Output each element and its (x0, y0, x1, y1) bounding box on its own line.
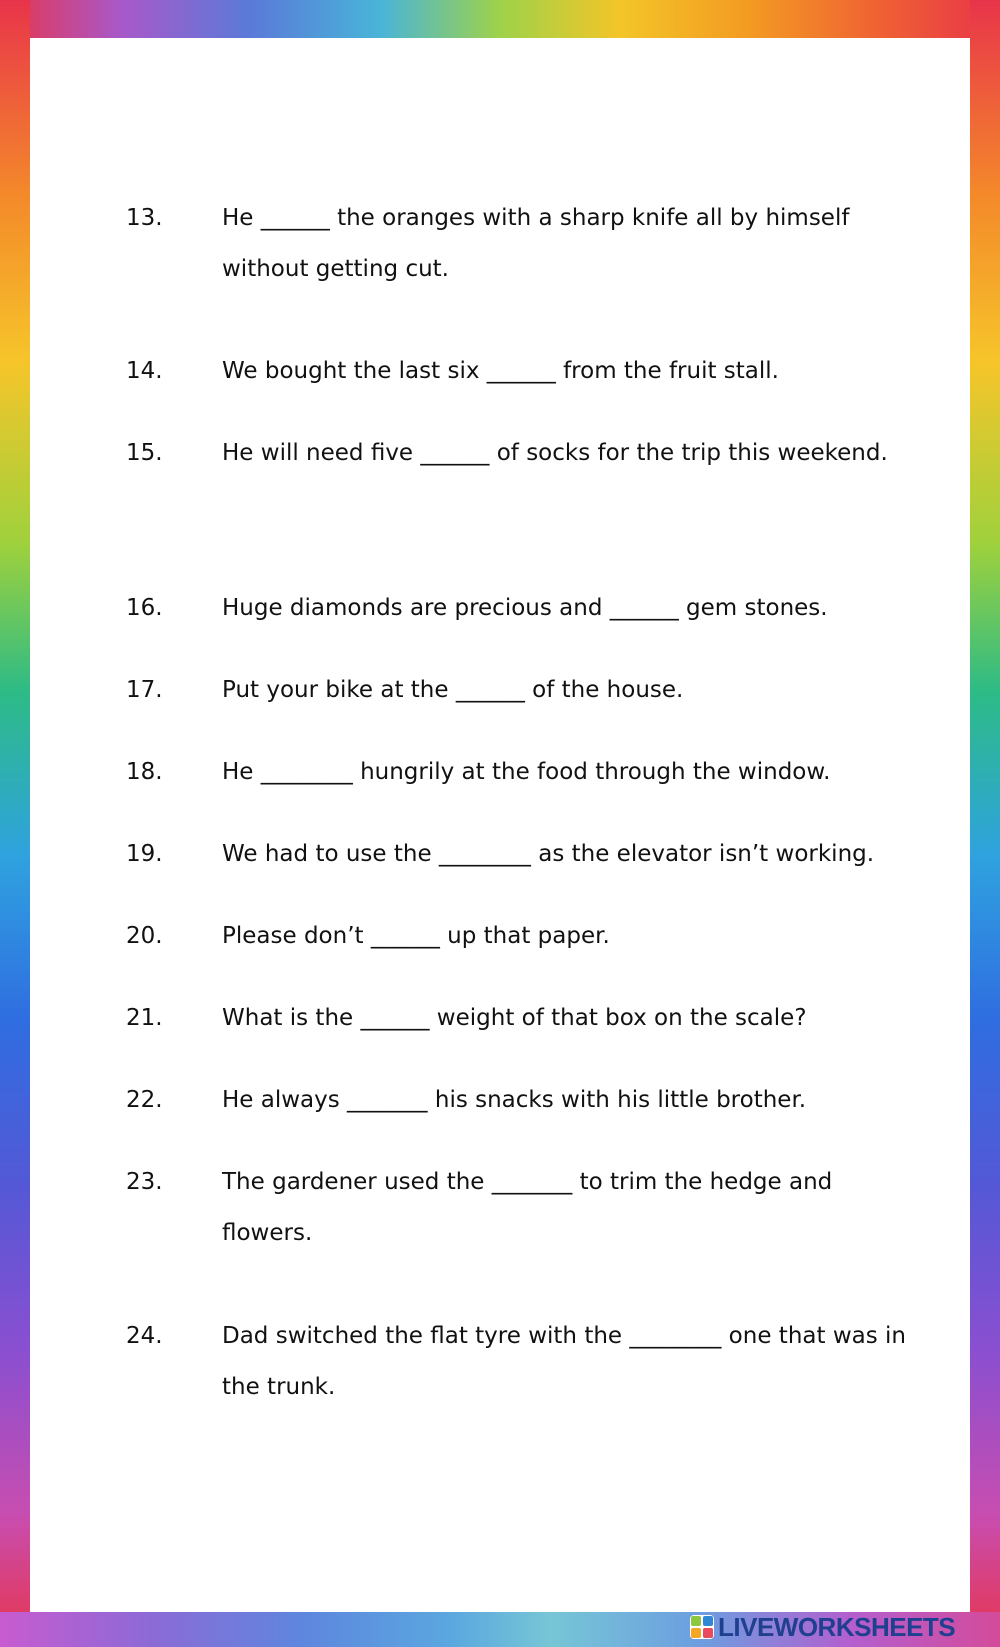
logo-text: LIVEWORKSHEETS (718, 1611, 956, 1642)
liveworksheets-logo[interactable] (690, 1610, 995, 1644)
question-text: The gardener used the _______ to trim the hedge and flowers. (222, 1169, 833, 1246)
question-text: We bought the last six ______ from the fruit stall. (222, 358, 779, 384)
question-list (30, 38, 970, 1612)
question-number: 22. (126, 1087, 163, 1113)
question-number: 24. (126, 1323, 163, 1349)
question-text: He will need five ______ of socks for the trip this weekend. (222, 440, 888, 466)
question-text: Huge diamonds are precious and ______ gem stones. (222, 595, 828, 621)
question-number: 15. (126, 440, 163, 466)
question-number: 21. (126, 1005, 163, 1031)
rainbow-border-right (970, 0, 1000, 1647)
liveworksheets-logo-icon (690, 1615, 714, 1639)
question-number: 14. (126, 358, 163, 384)
question-number: 19. (126, 841, 163, 867)
question-text: He always _______ his snacks with his little brother. (222, 1087, 807, 1113)
question-text: He ________ hungrily at the food through the window. (222, 759, 831, 785)
question-number: 16. (126, 595, 163, 621)
question-number: 23. (126, 1169, 163, 1195)
question-text: Dad switched the flat tyre with the ________ one that was in the trunk. (222, 1323, 906, 1400)
question-text: What is the ______ weight of that box on the scale? (222, 1005, 807, 1031)
question-text: He ______ the oranges with a sharp knife all by himself without getting cut. (222, 205, 850, 282)
worksheet-sheet (30, 38, 970, 1612)
question-text: We had to use the ________ as the elevator isn’t working. (222, 841, 875, 867)
question-number: 17. (126, 677, 163, 703)
question-text: Put your bike at the ______ of the house. (222, 677, 684, 703)
rainbow-border-top (0, 0, 1000, 38)
question-number: 20. (126, 923, 163, 949)
question-number: 13. (126, 205, 163, 231)
question-number: 18. (126, 759, 163, 785)
question-text: Please don’t ______ up that paper. (222, 923, 610, 949)
rainbow-border-left (0, 0, 30, 1647)
